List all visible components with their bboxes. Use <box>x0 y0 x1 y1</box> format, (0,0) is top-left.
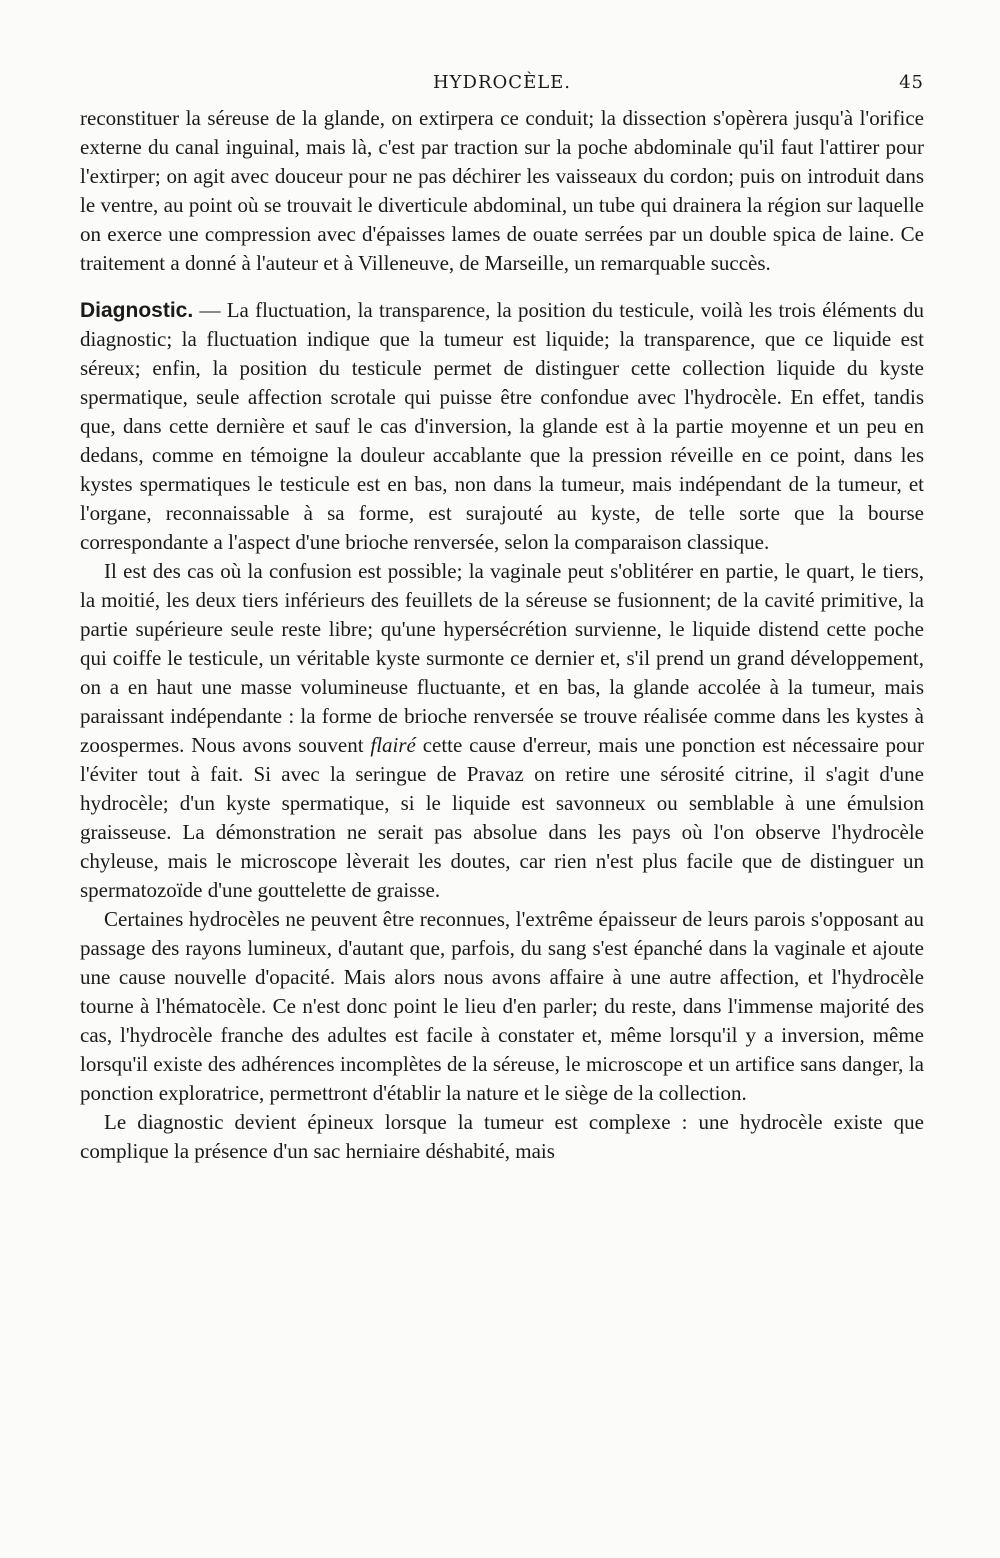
paragraph-text: Il est des cas où la confusion est possible; la vaginale peut s'oblitérer en partie, le quart, le tiers, la moitié, les deux tiers inférieurs des feuillets de la séreuse se fusionnent; de la cavité primitive, la partie supérieure seule reste libre; qu'une hypersécrétion survienne, le liquide distend cette poche qui coiffe le testicule, un véritable kyste surmonte ce dernier et, s'il prend un grand développement, on a en haut une masse volumineuse fluctuante, et en bas, la glande accolée à la tumeur, mais paraissant indépendante : la forme de brioche renversée se trouve réalisée comme dans les kystes à zoospermes. Nous avons souvent <box>80 559 924 757</box>
paragraph-text: — La fluctuation, la transparence, la position du testicule, voilà les trois éléments du diagnostic; la fluctuation indique que la tumeur est liquide; la transparence, que ce liquide est séreux; enfin, la position du testicule permet de distinguer cette collection liquide du kyste spermatique, seule affection scrotale qui puisse être confondue avec l'hydrocèle. En effet, tandis que, dans cette dernière et sauf le cas d'inversion, la glande est à la partie moyenne et un peu en dedans, comme en témoigne la douleur accablante que la pression réveille en ce point, dans les kystes spermatiques le testicule est en bas, non dans la tumeur, mais indépendant de la tumeur, et l'organe, reconnaissable à sa forme, est surajouté au kyste, de telle sorte que la bourse correspondante a l'aspect d'une brioche renversée, selon la comparaison classique. <box>80 298 924 554</box>
running-header <box>80 72 924 100</box>
page-body <box>80 104 924 1166</box>
paragraph-confusion <box>80 557 924 905</box>
paragraph-text: reconstituer la séreuse de la glande, on extirpera ce conduit; la dissection s'opèrera jusqu'à l'orifice externe du canal inguinal, mais là, c'est par traction sur la poche abdominale qu'il faut l'attirer pour l'extirper; on agit avec douceur pour ne pas déchirer les vaisseaux du cordon; puis on introduit dans le ventre, au point où se trouvait le diverticule abdominal, un tube qui drainera la région sur laquelle on exerce une compression avec d'épaisses lames de ouate serrées par un double spica de laine. Ce traitement a donné à l'auteur et à Villeneuve, de Marseille, un remarquable succès. <box>80 106 924 275</box>
paragraph-complex <box>80 1108 924 1166</box>
paragraph-opacity <box>80 905 924 1108</box>
running-title: HYDROCÈLE. <box>432 72 572 93</box>
italic-word: flairé <box>370 733 416 757</box>
page-number: 45 <box>899 72 924 93</box>
paragraph-diagnostic <box>80 296 924 557</box>
paragraph-text: cette cause d'erreur, mais une ponction est nécessaire pour l'éviter tout à fait. Si avec la seringue de Pravaz on retire une sérosité citrine, il s'agit d'une hydrocèle; d'un kyste spermatique, si le liquide est savonneux ou semblable à une émulsion graisseuse. La démonstration ne serait pas absolue dans les pays où l'on observe l'hydrocèle chyleuse, mais le microscope lèverait les doutes, car rien n'est plus facile que de distinguer un spermatozoïde d'une gouttelette de graisse. <box>80 733 924 902</box>
section-heading: Diagnostic. <box>80 299 194 322</box>
paragraph-text: Certaines hydrocèles ne peuvent être reconnues, l'extrême épaisseur de leurs parois s'opposant au passage des rayons lumineux, d'autant que, parfois, du sang s'est épanché dans la vaginale et ajoute une cause nouvelle d'opacité. Mais alors nous avons affaire à une autre affection, et l'hydrocèle tourne à l'hématocèle. Ce n'est donc point le lieu d'en parler; du reste, dans l'immense majorité des cas, l'hydrocèle franche des adultes est facile à constater et, même lorsqu'il y a inversion, même lorsqu'il existe des adhérences incomplètes de la séreuse, le microscope et un artifice sans danger, la ponction exploratrice, permettront d'établir la nature et le siège de la collection. <box>80 907 924 1105</box>
paragraph-continuation <box>80 104 924 278</box>
paragraph-text: Le diagnostic devient épineux lorsque la tumeur est complexe : une hydrocèle existe que complique la présence d'un sac herniaire déshabité, mais <box>80 1110 924 1163</box>
